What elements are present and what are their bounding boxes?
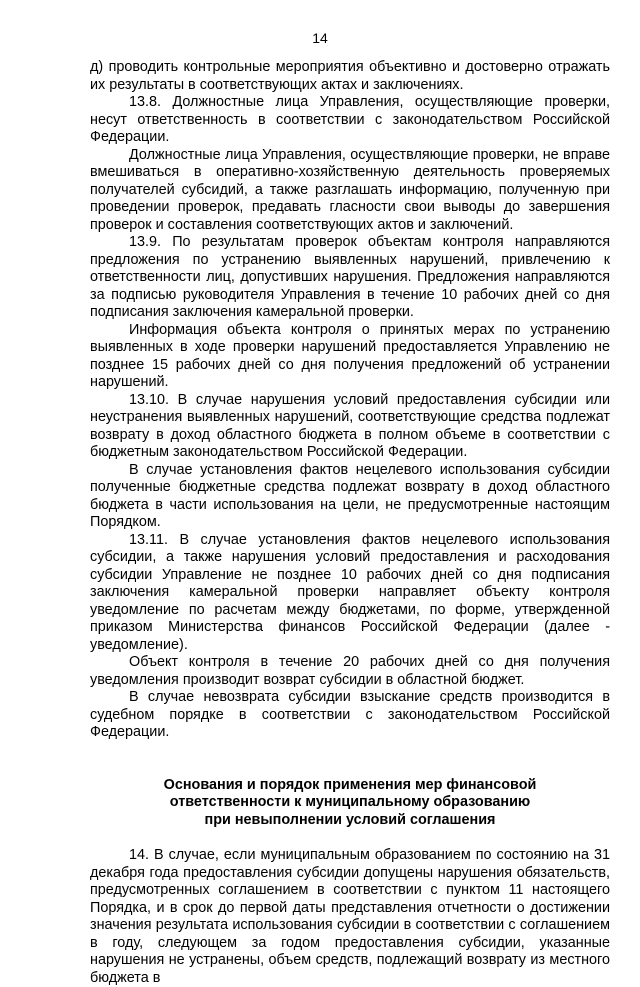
paragraph: Должностные лица Управления, осуществляющие проверки, не вправе вмешиваться в оперативно-хозяйственную деятельность проверяемых получателей субсидий, а также разглашать информацию, полученную при проведении проверок, предавать гласности свои выводы до завершения проверок и составления соответствующих актов и заключений. — [90, 146, 610, 233]
paragraph: 13.10. В случае нарушения условий предоставления субсидии или неустранения выявленных нарушений, соответствующие средства подлежат возврату в доход областного бюджета в полном объеме в соответствии с бюджетным законодательством Российской Федерации. — [90, 391, 610, 460]
paragraph: Объект контроля в течение 20 рабочих дней со дня получения уведомления производит возврат субсидии в областной бюджет. — [90, 654, 610, 688]
paragraph: В случае невозврата субсидии взыскание средств производится в судебном порядке в соответствии с законодательством Российской Федерации. — [90, 689, 610, 740]
section-heading — [90, 742, 610, 848]
paragraph: 13.8. Должностные лица Управления, осуществляющие проверки, несут ответственность в соответствии с законодательством Российской Федерации. — [90, 94, 610, 145]
page-number: 14 — [312, 30, 328, 46]
section-heading-line: при невыполнении условий соглашения — [204, 811, 496, 828]
paragraph: 13.11. В случае установления фактов нецелевого использования субсидии, а также нарушения условий предоставления и расходования субсидии Управление не позднее 10 рабочих дней со дня подписания заключения камеральной проверки направляет объекту контроля уведомление по расчетам между бюджетами, по форме, утвержденной приказом Министерства финансов Российской Федерации (далее - уведомление). — [90, 531, 610, 653]
paragraph: 13.9. По результатам проверок объектам контроля направляются предложения по устранению выявленных нарушений, привлечению к ответственности лиц, допустивших нарушения. Предложения направляются за подписью руководителя Управления в течение 10 рабочих дней со дня подписания заключения камеральной проверки. — [90, 234, 610, 320]
paragraph: В случае установления фактов нецелевого использования субсидии полученные бюджетные средства подлежат возврату в доход областного бюджета в части использования на цели, не предусмотренные настоящим Порядком. — [90, 461, 610, 530]
paragraph: 14. В случае, если муниципальным образованием по состоянию на 31 декабря года предоставления субсидии допущены нарушения обязательств, предусмотренных соглашением в соответствии с пунктом 11 настоящего Порядка, и в срок до первой даты представления отчетности о достижении значения результата использования субсидии в соответствии с соглашением в году, следующем за годом предоставления субсидии, указанные нарушения не устранены, объем средств, подлежащий возврату из местного бюджета в — [90, 847, 610, 986]
paragraph: д) проводить контрольные мероприятия объективно и достоверно отражать их результаты в соответствующих актах и заключениях. — [90, 59, 610, 93]
section-heading-line: ответственности к муниципальному образованию — [169, 794, 531, 810]
paragraph: Информация объекта контроля о принятых мерах по устранению выявленных в ходе проверки нарушений предоставляется Управлению не позднее 15 рабочих дней со дня получения предложений об устранении нарушений. — [90, 321, 610, 390]
section-heading-line: Основания и порядок применения мер финансовой — [163, 776, 537, 793]
document-body — [90, 59, 610, 987]
